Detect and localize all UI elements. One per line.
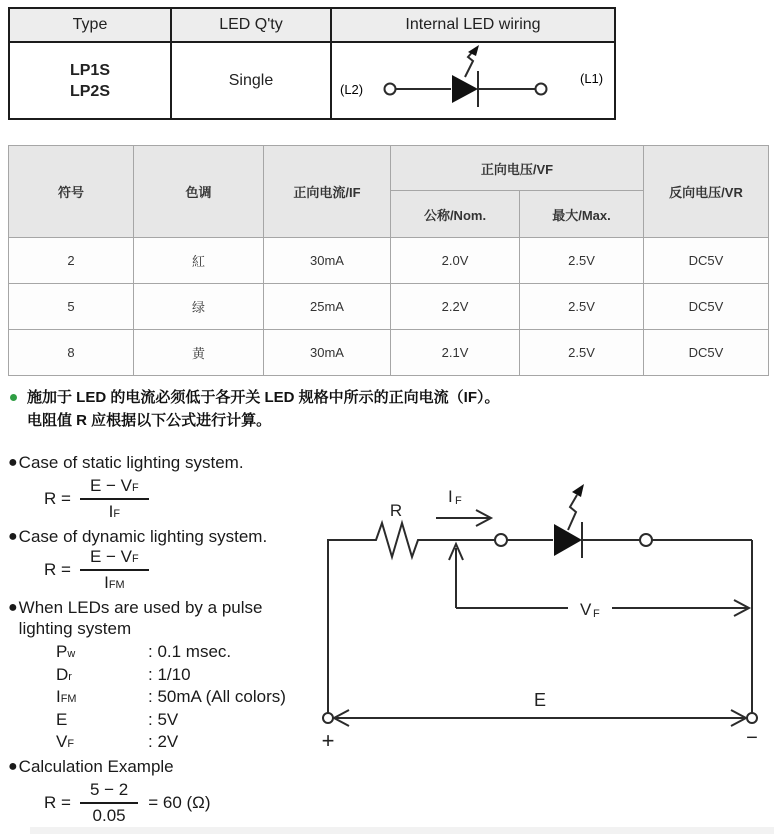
note-line2: 电阻值 R 应根据以下公式进行计算。	[27, 412, 272, 429]
param-value: : 2V	[148, 732, 179, 751]
param-label: VF	[56, 732, 74, 751]
led-triangle	[452, 75, 478, 103]
wire-left	[328, 540, 371, 713]
dynamic-lhs: R =	[44, 560, 71, 579]
vf-label-sub: F	[593, 608, 600, 620]
bullet-icon: ●	[8, 599, 18, 616]
terminal-l2-label: (L2)	[340, 82, 364, 97]
green-bullet-icon	[10, 394, 17, 401]
example-num: 5 − 2	[80, 780, 138, 804]
pulse-param-row	[8, 709, 322, 732]
dynamic-den-sub: FM	[108, 579, 125, 591]
param-value: : 50mA (All colors)	[148, 687, 286, 706]
wiring-diagram-cell	[331, 42, 615, 119]
cell-if: 30mA	[264, 238, 391, 284]
cell-vf-nom: 2.2V	[391, 284, 520, 330]
param-label: E	[56, 709, 68, 729]
static-num-sub: F	[132, 482, 139, 494]
static-fraction	[80, 476, 149, 522]
cell-color: 绿	[134, 284, 264, 330]
pulse-param-row	[8, 686, 322, 709]
bullet-icon: ●	[8, 454, 18, 471]
param-value: : 5V	[148, 709, 179, 729]
pulse-title-line2: lighting system	[18, 619, 132, 638]
dynamic-title-text: Case of dynamic lighting system.	[18, 527, 268, 546]
led-spec-table	[8, 145, 769, 376]
cell-symbol: 5	[9, 284, 134, 330]
cell-vf-max: 2.5V	[520, 284, 644, 330]
pulse-param-row	[8, 664, 322, 687]
wiring-row	[9, 42, 615, 119]
static-section-title	[8, 452, 322, 473]
static-formula	[44, 476, 322, 522]
static-title-text: Case of static lighting system.	[18, 453, 244, 472]
pulse-param-row	[8, 641, 322, 664]
example-section-title	[8, 756, 322, 777]
example-den: 0.05	[92, 805, 126, 825]
param-label: Pw	[56, 642, 76, 661]
cell-color: 紅	[134, 238, 264, 284]
col-vf-nominal: 公称/Nom.	[391, 191, 520, 238]
static-den: I	[108, 502, 114, 521]
resistor-label: R	[389, 501, 403, 520]
col-vf-max: 最大/Max.	[520, 191, 644, 238]
wiring-header-type: Type	[9, 8, 171, 42]
type-lp2s: LP2S	[69, 82, 110, 100]
param-value: : 0.1 msec.	[148, 642, 232, 661]
wiring-header-internal: Internal LED wiring	[331, 8, 615, 42]
wiring-header-qty: LED Q'ty	[171, 8, 331, 42]
plus-label: +	[321, 728, 335, 753]
example-result: = 60 (Ω)	[148, 792, 211, 812]
led-circuit-diagram	[318, 476, 770, 770]
static-lhs: R =	[44, 489, 71, 508]
cell-color: 黄	[134, 330, 264, 376]
static-num: E − V	[89, 476, 132, 495]
cell-vf-max: 2.5V	[520, 238, 644, 284]
col-forward-current: 正向电流/IF	[264, 146, 391, 238]
cell-vr: DC5V	[644, 284, 769, 330]
example-formula	[44, 780, 322, 826]
cell-symbol: 2	[9, 238, 134, 284]
minus-label: −	[746, 727, 758, 749]
led-wiring-table	[8, 7, 616, 120]
terminal-l1-label: (L1)	[580, 71, 604, 86]
led-light-ray	[568, 495, 577, 530]
table-row	[9, 284, 769, 330]
cell-vf-nom: 2.1V	[391, 330, 520, 376]
pulse-section-title	[8, 597, 322, 639]
if-label-sub: F	[455, 495, 462, 507]
cell-vr: DC5V	[644, 238, 769, 284]
col-forward-voltage: 正向电压/VF	[391, 146, 644, 191]
dynamic-den: I	[104, 573, 109, 592]
cell-if: 25mA	[264, 284, 391, 330]
pulse-title-line1: When LEDs are used by a pulse	[18, 598, 263, 617]
led-symbol-icon	[332, 43, 614, 113]
table-row	[9, 238, 769, 284]
bullet-icon: ●	[8, 757, 18, 775]
pulse-title-text	[19, 597, 263, 639]
col-symbol: 符号	[9, 146, 134, 238]
vf-label: V	[580, 600, 592, 619]
led-light-arrowhead-icon	[572, 484, 584, 497]
col-reverse-voltage: 反向电压/VR	[644, 146, 769, 238]
param-label: Dr	[56, 664, 72, 684]
dynamic-section-title	[8, 526, 322, 547]
qty-cell: Single	[171, 42, 331, 119]
cell-symbol: 8	[9, 330, 134, 376]
cell-vr: DC5V	[644, 330, 769, 376]
led-current-note	[10, 386, 500, 432]
if-label: I	[448, 487, 453, 506]
next-section-edge	[30, 827, 774, 834]
dynamic-formula	[44, 547, 322, 593]
param-value: : 1/10	[148, 664, 191, 684]
resistor-icon	[371, 523, 423, 557]
dynamic-fraction	[80, 547, 149, 593]
type-cell	[9, 42, 171, 119]
pulse-param-row	[8, 731, 322, 754]
dynamic-num: E − V	[89, 547, 132, 566]
cell-vf-nom: 2.0V	[391, 238, 520, 284]
cell-vf-max: 2.5V	[520, 330, 644, 376]
example-fraction	[80, 780, 138, 826]
dynamic-num-sub: F	[132, 553, 139, 565]
type-lp1s: LP1S	[69, 61, 110, 79]
table-row	[9, 330, 769, 376]
pulse-params	[8, 641, 322, 754]
param-label: IFM	[56, 687, 77, 706]
example-title-text: Calculation Example	[18, 756, 174, 776]
static-den-sub: F	[113, 508, 120, 520]
example-lhs: R =	[44, 792, 71, 812]
formula-column	[8, 452, 322, 830]
col-color: 色调	[134, 146, 264, 238]
bullet-icon: ●	[8, 528, 18, 545]
note-line1: 施加于 LED 的电流必须低于各开关 LED 规格中所示的正向电流（IF）。	[27, 389, 500, 406]
cell-if: 30mA	[264, 330, 391, 376]
source-label: E	[533, 690, 547, 710]
